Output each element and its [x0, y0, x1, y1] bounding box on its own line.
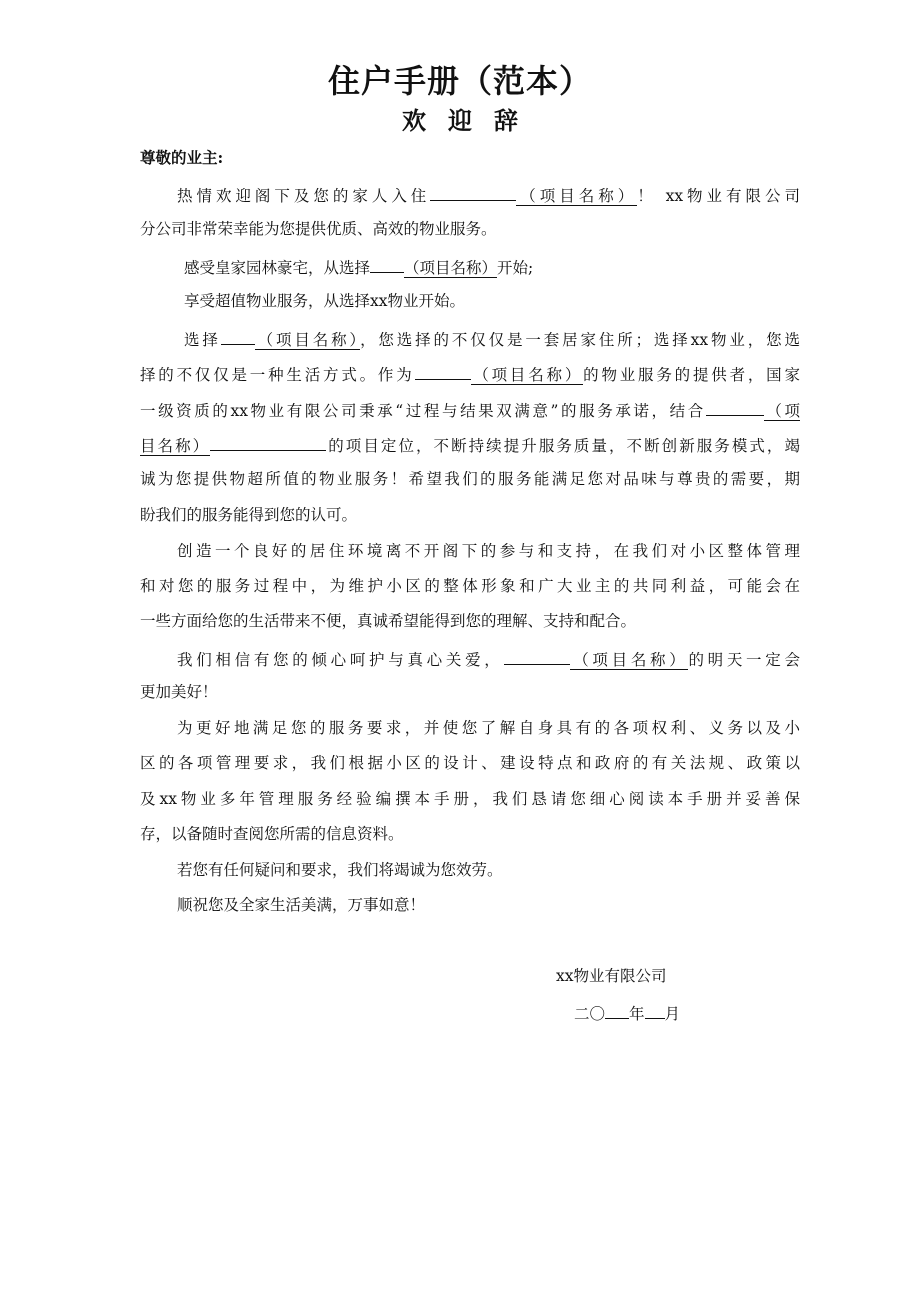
paragraph-5-line-2: 和对您的服务过程中，为维护小区的整体形象和广大业主的共同利益，可能会在 — [140, 577, 800, 595]
project-name-blank: （项 — [763, 402, 800, 420]
paragraph-7-line-4: 存，以备随时查阅您所需的信息资料。 — [140, 825, 404, 843]
paragraph-6-line-1: 我们相信有您的倾心呵护与真心关爱， （项目名称）的明天一定会 — [140, 644, 800, 673]
paragraph-5-line-1: 创造一个良好的居住环境离不开阁下的参与和支持，在我们对小区整体管理 — [177, 542, 800, 560]
paragraph-8: 若您有任何疑问和要求，我们将竭诚为您效劳。 — [177, 861, 503, 879]
project-name-blank: （项目名称） — [470, 366, 584, 384]
welcome-subtitle: 欢迎辞 — [402, 106, 540, 135]
paragraph-4-line-3: 一级资质的xx物业有限公司秉承“过程与结果双满意”的服务承诺，结合 （项 — [140, 395, 800, 424]
project-name-blank: （项目名称） — [516, 187, 638, 205]
paragraph-2: 感受皇家园林豪宅，从选择 （项目名称）开始; — [140, 252, 800, 281]
signature-date: 二〇 年 月 — [574, 998, 680, 1027]
signature-company: xx物业有限公司 — [556, 967, 667, 985]
paragraph-4-line-2: 择的不仅仅是一种生活方式。作为 （项目名称）的物业服务的提供者，国家 — [140, 359, 800, 388]
page-title: 住户手册（范本） — [327, 62, 592, 100]
salutation: 尊敬的业主: — [140, 148, 224, 167]
paragraph-6-line-2: 更加美好！ — [140, 683, 218, 701]
paragraph-4-line-6: 盼我们的服务能得到您的认可。 — [140, 506, 358, 524]
paragraph-7-line-1: 为更好地满足您的服务要求，并使您了解自身具有的各项权利、义务以及小 — [177, 719, 800, 737]
paragraph-3: 享受超值物业服务，从选择xx物业开始。 — [184, 292, 465, 310]
paragraph-7-line-2: 区的各项管理要求，我们根据小区的设计、建设特点和政府的有关法规、政策以 — [140, 754, 800, 772]
paragraph-4-line-1: 选择 （项目名称），您选择的不仅仅是一套居家住所；选择xx物业，您选 — [140, 324, 800, 353]
paragraph-1-line-2: 分公司非常荣幸能为您提供优质、高效的物业服务。 — [140, 220, 497, 238]
paragraph-9: 顺祝您及全家生活美满，万事如意！ — [177, 896, 426, 914]
paragraph-4-line-5: 诚为您提供物超所值的物业服务！希望我们的服务能满足您对品味与尊贵的需要，期 — [140, 470, 800, 488]
project-name-blank: （项目名称） — [569, 651, 689, 669]
project-name-blank: （项目名称） — [404, 259, 498, 277]
paragraph-4-line-4: 目名称） 的项目定位，不断持续提升服务质量，不断创新服务模式，竭 — [140, 430, 800, 459]
project-name-blank: （项目名称） — [254, 331, 361, 349]
paragraph-7-line-3: 及xx物业多年管理服务经验编撰本手册，我们恳请您细心阅读本手册并妥善保 — [140, 790, 800, 808]
paragraph-1-line-1: 热情欢迎阁下及您的家人入住 （项目名称）！ xx物业有限公司 — [140, 180, 800, 209]
paragraph-5-line-3: 一些方面给您的生活带来不便，真诚希望能得到您的理解、支持和配合。 — [140, 612, 637, 630]
